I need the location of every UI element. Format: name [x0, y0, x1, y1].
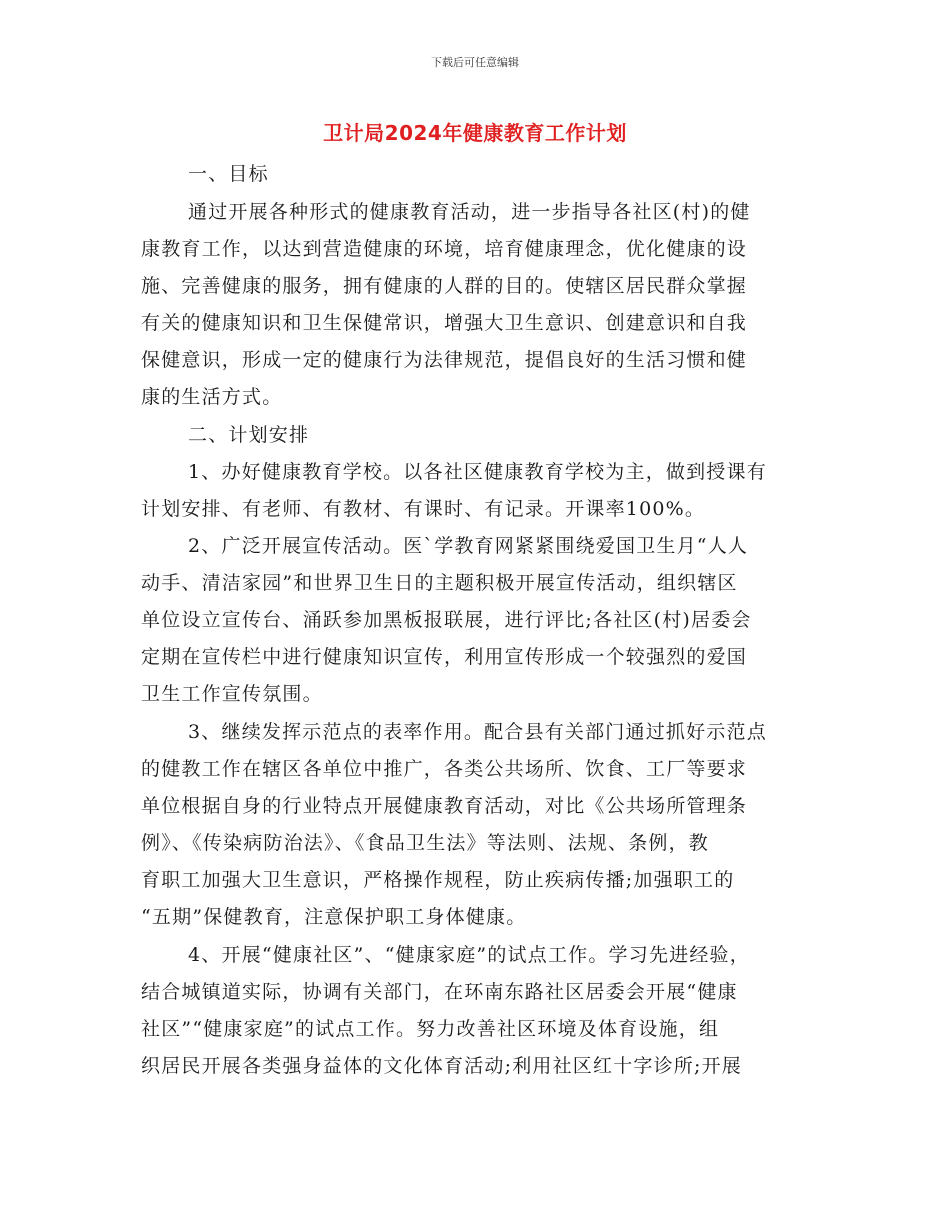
- document-title: 卫计局2024年健康教育工作计划: [323, 121, 627, 145]
- text-line: 的健教工作在辖区各单位中推广，各类公共场所、饮食、工厂等要求: [141, 758, 748, 780]
- header-note: 下载后可任意编辑: [431, 56, 519, 69]
- text-line: 1、办好健康教育学校。以各社区健康教育学校为主，做到授课有: [188, 461, 767, 483]
- text-line: 动手、清洁家园”和世界卫生日的主题积极开展宣传活动，组织辖区: [141, 572, 738, 594]
- text-line: 康教育工作，以达到营造健康的环境，培育健康理念，优化健康的设: [141, 238, 748, 260]
- text-line: 施、完善健康的服务，拥有健康的人群的目的。使辖区居民群众掌握: [141, 275, 748, 297]
- text-line: 通过开展各种形式的健康教育活动，进一步指导各社区(村)的健: [188, 201, 751, 223]
- text-line: 单位设立宣传台、涌跃参加黑板报联展，进行评比;各社区(村)居委会: [141, 609, 752, 631]
- text-line: 织居民开展各类强身益体的文化体育活动;利用社区红十字诊所;开展: [141, 1055, 743, 1077]
- text-line: 保健意识，形成一定的健康行为法律规范，提倡良好的生活习惯和健: [141, 349, 748, 371]
- text-line: 康的生活方式。: [141, 386, 283, 408]
- text-line: 4、开展“健康社区”、“健康家庭”的试点工作。学习先进经验，: [188, 944, 750, 966]
- text-line: 有关的健康知识和卫生保健常识，增强大卫生意识、创建意识和自我: [141, 312, 748, 334]
- text-line: 3、继续发挥示范点的表率作用。配合县有关部门通过抓好示范点: [188, 721, 767, 743]
- text-line: 育职工加强大卫生意识，严格操作规程，防止疾病传播;加强职工的: [141, 869, 735, 891]
- text-line: 例》、《传染病防治法》、《食品卫生法》等法则、法规、条例，教: [141, 832, 710, 854]
- text-line: 定期在宣传栏中进行健康知识宣传，利用宣传形成一个较强烈的爱国: [141, 646, 748, 668]
- text-line: 一、目标: [188, 163, 269, 185]
- text-line: “五期”保健教育，注意保护职工身体健康。: [141, 906, 527, 928]
- text-line: 2、广泛开展宣传活动。医`学教育网紧紧围绕爱国卫生月“人人: [188, 535, 749, 557]
- text-line: 二、计划安排: [188, 424, 310, 446]
- text-line: 社区”“健康家庭”的试点工作。努力改善社区环境及体育设施，组: [141, 1018, 720, 1040]
- text-line: 单位根据自身的行业特点开展健康教育活动，对比《公共场所管理条: [141, 795, 748, 817]
- text-line: 卫生工作宣传氛围。: [141, 683, 323, 705]
- text-line: 结合城镇道实际，协调有关部门，在环南东路社区居委会开展“健康: [141, 981, 738, 1003]
- text-line: 计划安排、有老师、有教材、有课时、有记录。开课率100%。: [141, 498, 706, 520]
